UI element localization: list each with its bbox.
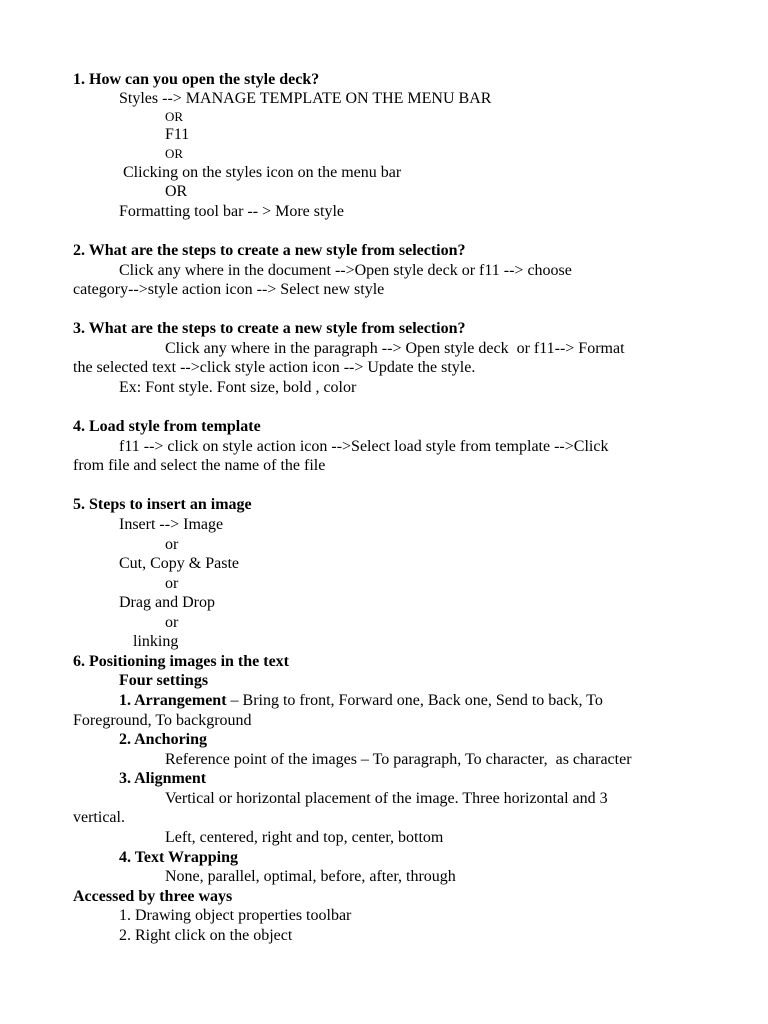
q5-line: Drag and Drop	[119, 594, 215, 611]
q5-heading: 5. Steps to insert an image	[73, 496, 252, 513]
wrapping-text: None, parallel, optimal, before, after, through	[165, 868, 456, 885]
q1-or: OR	[165, 183, 188, 200]
q3-line: Click any where in the paragraph --> Open style deck or f11--> Format	[165, 340, 625, 357]
q1-or: OR	[165, 109, 184, 124]
arrangement-cont: Foreground, To background	[73, 712, 252, 729]
alignment-label: 3. Alignment	[119, 770, 207, 787]
arrangement-line	[119, 691, 603, 710]
q2-line: Click any where in the document -->Open style deck or f11 --> choose	[119, 262, 572, 279]
q5-line: Cut, Copy & Paste	[119, 555, 240, 572]
q4-line: from file and select the name of the file	[73, 457, 326, 474]
access-heading: Accessed by three ways	[73, 888, 233, 905]
arrangement-text: – Bring to front, Forward one, Back one, Send to back, To	[226, 692, 603, 709]
q4-heading: 4. Load style from template	[73, 418, 261, 435]
q2-heading: 2. What are the steps to create a new style from selection?	[73, 242, 466, 259]
q3-heading: 3. What are the steps to create a new style from selection?	[73, 320, 466, 337]
q5-line: Insert --> Image	[119, 516, 224, 533]
q1-line: F11	[165, 126, 190, 143]
q3-line: Ex: Font style. Font size, bold , color	[119, 379, 357, 396]
arrangement-label: 1. Arrangement	[119, 692, 227, 709]
q5-or: or	[165, 575, 179, 592]
q5-or: or	[165, 614, 179, 631]
access-item: 2. Right click on the object	[119, 927, 293, 944]
q6-heading: 6. Positioning images in the text	[73, 653, 289, 670]
anchoring-text: Reference point of the images – To paragraph, To character, as character	[165, 751, 632, 768]
wrapping-label: 4. Text Wrapping	[119, 849, 239, 866]
q1-heading: 1. How can you open the style deck?	[73, 71, 320, 88]
alignment-text: Left, centered, right and top, center, bottom	[165, 829, 444, 846]
alignment-text: vertical.	[73, 809, 125, 826]
alignment-text: Vertical or horizontal placement of the image. Three horizontal and 3	[165, 790, 608, 807]
q1-line: Formatting tool bar -- > More style	[119, 203, 344, 220]
q5-line: linking	[133, 633, 179, 650]
access-item: 1. Drawing object properties toolbar	[119, 907, 352, 924]
q5-or: or	[165, 536, 179, 553]
q3-line: the selected text -->click style action icon --> Update the style.	[73, 359, 476, 376]
anchoring-label: 2. Anchoring	[119, 731, 208, 748]
q1-or: OR	[165, 146, 184, 161]
q1-line: Clicking on the styles icon on the menu bar	[119, 164, 402, 181]
q4-line: f11 --> click on style action icon -->Select load style from template -->Click	[119, 438, 609, 455]
q6-subheading: Four settings	[119, 672, 209, 689]
q2-line: category-->style action icon --> Select new style	[73, 281, 385, 298]
q1-line: Styles --> MANAGE TEMPLATE ON THE MENU BAR	[119, 90, 492, 107]
